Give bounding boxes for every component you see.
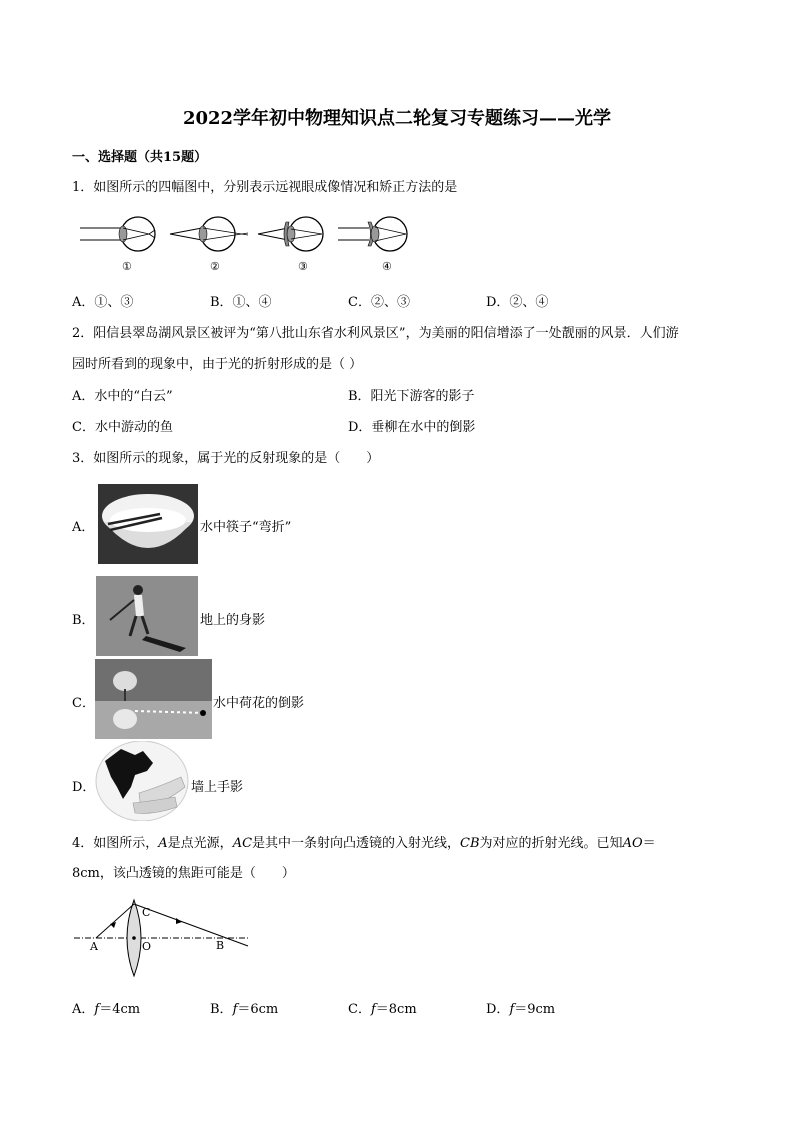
q1-option-c: C．②、③	[348, 295, 410, 310]
point-b-label: B	[216, 939, 225, 952]
q2-option-b: B．阳光下游客的影子	[348, 389, 475, 404]
q2-option-a: A．水中的“白云”	[72, 389, 173, 404]
chopsticks-in-water-photo	[98, 484, 198, 564]
point-a-label: A	[90, 940, 98, 953]
question-4-line-1: 4．如图所示，A是点光源，AC是其中一条射向凸透镜的入射光线，CB为对应的折射光线。已知AO＝	[72, 836, 656, 851]
q3-option-c-caption: 水中荷花的倒影	[213, 696, 305, 711]
q3-option-a-letter: A．	[72, 520, 95, 535]
question-1-text: 1．如图所示的四幅图中，分别表示远视眼成像情况和矫正方法的是	[72, 180, 458, 195]
eye-label-3: ③	[298, 260, 308, 273]
q3-option-b-caption: 地上的身影	[200, 613, 266, 628]
lotus-reflection-photo	[95, 659, 212, 739]
q4-option-b: B．f＝6cm	[210, 1002, 279, 1017]
q1-option-a: A．①、③	[72, 295, 134, 310]
q4-option-c: C．f＝8cm	[348, 1002, 417, 1017]
q2-option-c: C．水中游动的鱼	[72, 420, 173, 435]
q1-option-d: D．②、④	[486, 295, 549, 310]
eye-label-1: ①	[122, 260, 132, 273]
document-title: 2022学年初中物理知识点二轮复习专题练习——光学	[182, 108, 612, 129]
convex-lens-figure	[72, 896, 252, 980]
question-4-line-2: 8cm，该凸透镜的焦距可能是（ ）	[72, 866, 295, 881]
eye-diagram-1	[80, 217, 155, 251]
point-o-label: O	[142, 940, 152, 953]
q2-option-d: D．垂柳在水中的倒影	[348, 420, 476, 435]
eye-label-2: ②	[210, 260, 220, 273]
q3-option-c-letter: C．	[72, 696, 95, 711]
q4-option-d: D．f＝9cm	[486, 1002, 556, 1017]
question-3-text: 3．如图所示的现象，属于光的反射现象的是（ ）	[72, 451, 380, 466]
section-heading: 一、选择题（共15题）	[72, 150, 208, 165]
q1-option-b: B．①、④	[210, 295, 272, 310]
eye-diagram-4	[338, 217, 407, 251]
eye-label-4: ④	[382, 260, 392, 273]
q3-option-a-caption: 水中筷子“弯折”	[200, 520, 292, 535]
hand-shadow-photo	[95, 741, 189, 821]
point-c-label: C	[142, 906, 151, 919]
eye-diagram-2	[170, 217, 248, 251]
question-2-line-2: 园时所看到的现象中，由于光的折射形成的是（ ）	[72, 357, 363, 372]
q3-option-d-caption: 墙上手影	[191, 780, 244, 795]
q4-option-a: A．f＝4cm	[72, 1002, 141, 1017]
eye-diagram-3	[258, 217, 323, 251]
question-1-eye-figure	[76, 210, 426, 274]
shadow-on-ground-photo	[96, 576, 198, 656]
q3-option-d-letter: D．	[72, 780, 96, 795]
q3-option-b-letter: B．	[72, 613, 95, 628]
question-2-line-1: 2．阳信县翠岛湖风景区被评为“第八批山东省水利风景区”，为美丽的阳信增添了一处靓丽的风景．人们游	[72, 326, 679, 341]
